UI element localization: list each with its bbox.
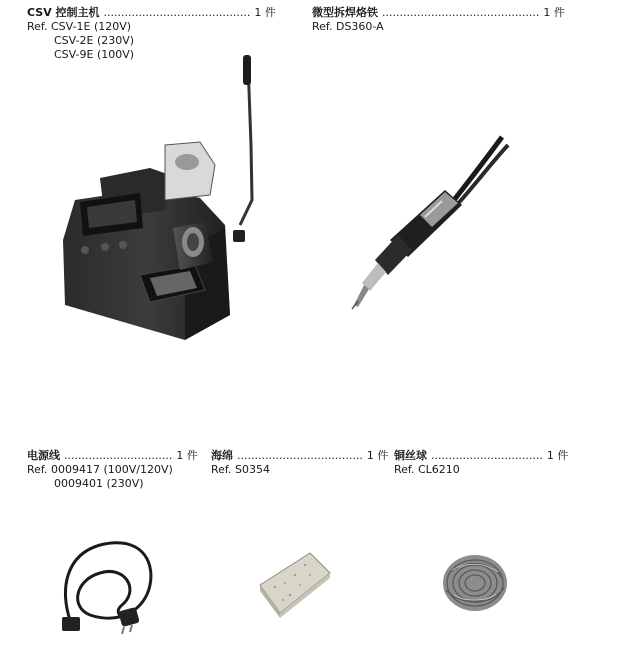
leader-dots: ............................... xyxy=(64,449,173,462)
item-title-line xyxy=(211,449,388,463)
power-cord-image xyxy=(60,535,160,635)
item-quantity: 1 件 xyxy=(546,449,569,462)
item-ref: Ref. CL6210 xyxy=(394,463,460,476)
sponge-image xyxy=(255,545,335,620)
item-ref: Ref. S0354 xyxy=(211,463,270,476)
item-title-line xyxy=(27,449,198,463)
item-quantity: 1 件 xyxy=(176,449,198,462)
item-ref: Ref. DS360-A xyxy=(312,20,384,33)
control-unit-image xyxy=(55,50,255,345)
item-ref: Ref. 0009417 (100V/120V) xyxy=(27,463,173,476)
item-ref: Ref. CSV-1E (120V) xyxy=(27,20,132,33)
item-title: 电源线 xyxy=(27,449,60,462)
item-ref: CSV-9E (100V) xyxy=(54,48,135,61)
item-title: 微型拆焊烙铁 xyxy=(312,6,378,19)
item-brass-wool xyxy=(394,449,568,477)
item-power-cord xyxy=(27,449,198,491)
desoldering-iron-image xyxy=(350,135,510,310)
leader-dots: ................................ xyxy=(431,449,543,462)
item-title-line xyxy=(27,6,276,20)
item-title: CSV 控制主机 xyxy=(27,6,100,19)
leader-dots: ............................................. xyxy=(382,6,540,19)
leader-dots: .......................................... xyxy=(103,6,251,19)
brass-wool-image xyxy=(440,550,510,615)
item-quantity: 1 件 xyxy=(254,6,276,19)
leader-dots: .................................... xyxy=(237,449,363,462)
item-ref: CSV-2E (230V) xyxy=(54,34,135,47)
item-title-line xyxy=(394,449,568,463)
item-ref: 0009401 (230V) xyxy=(54,477,144,490)
item-title: 铜丝球 xyxy=(394,449,427,462)
item-title: 海绵 xyxy=(211,449,233,462)
item-desoldering-iron xyxy=(312,6,565,34)
item-quantity: 1 件 xyxy=(543,6,565,19)
item-quantity: 1 件 xyxy=(366,449,389,462)
item-sponge xyxy=(211,449,388,477)
item-title-line xyxy=(312,6,565,20)
